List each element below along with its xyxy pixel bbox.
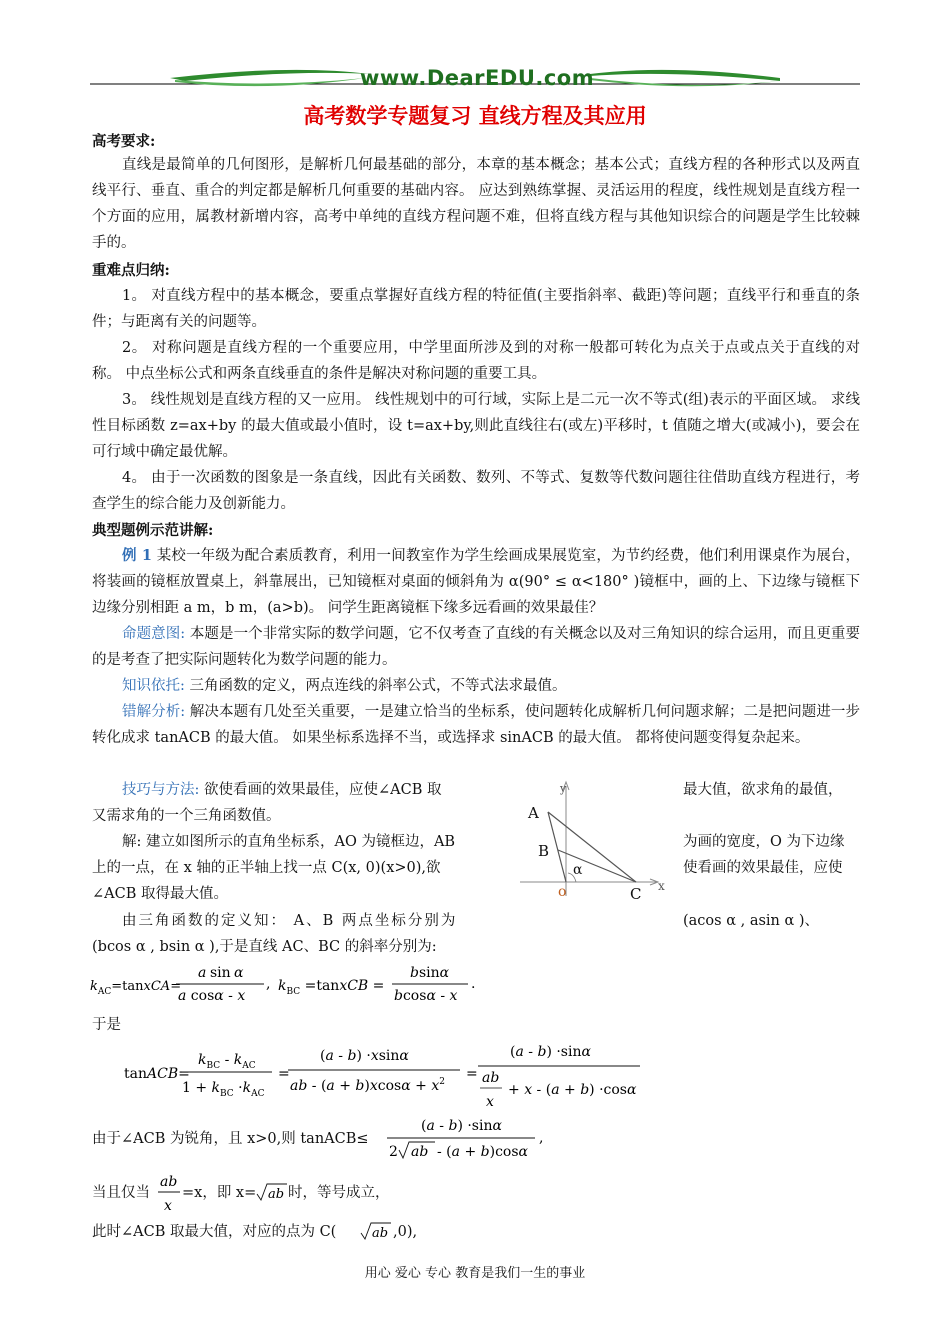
error-analysis-text: 解决本题有几处至关重要，一是建立恰当的坐标系，使问题转化成解析几何问题求解；二是把问题进一步转化成求 tanACB 的最大值。 如果坐标系选择不当，或选择求 sinACB 的最大值。 都将使问题变得复杂起来。 <box>92 704 861 746</box>
svg-text:x: x <box>486 1094 494 1110</box>
page-title: 高考数学专题复习 直线方程及其应用 <box>303 103 647 128</box>
intent-text: 本题是一个非常实际的数学问题，它不仅考查了直线的有关概念以及对三角知识的综合运用，而且更重要的是考查了把实际问题转化为数学问题的能力。 <box>92 626 861 668</box>
figure-point-a: A <box>528 804 539 822</box>
trig-line-left: 由三角函数的定义知： A、B 两点坐标分别为 <box>122 913 458 929</box>
svg-text:=: = <box>278 1066 290 1082</box>
sqrt-ab-2 <box>359 1219 393 1243</box>
svg-text:ab: ab <box>482 1070 500 1086</box>
svg-text:ab: ab <box>372 1226 389 1241</box>
example-1-text: 某校一年级为配合素质教育，利用一间教室作为学生绘画成果展览室，为节约经费，他们利用课桌作为展台，将装画的镜框放置桌上，斜靠展出，已知镜框对桌面的倾斜角为 α(90° ≤ α<180° )镜框中，画的上、下边缘与镜框下边缘分别相距 a m，b m，(a>b)。 问学生距离镜框下缘多远看画的效果最佳？ <box>92 548 860 616</box>
svg-text:sin: sin <box>210 965 231 981</box>
key-point-1: 1。 对直线方程中的基本概念，要重点掌握好直线方程的特征值(主要指斜率、截距)等问题；直线平行和垂直的条件；与距离有关的问题等。 <box>92 288 860 330</box>
sqrt-ab-1 <box>255 1180 289 1204</box>
key-point-2: 2。 对称问题是直线方程的一个重要应用，中学里面所涉及到的对称一般都可转化为点关于点或点关于直线的对称。 中点坐标公式和两条直线垂直的条件是解决对称问题的重要工具。 <box>92 340 860 382</box>
svg-text:=: = <box>466 1066 478 1082</box>
page-footer: 用心 爱心 专心 教育是我们一生的事业 <box>364 1266 586 1281</box>
svg-text:kBC =tanxCB =: $k_{BC}$ =tanxCB = <box>278 978 385 997</box>
skill-label: 技巧与方法: <box>122 782 200 798</box>
equality-text-a: 当且仅当 <box>92 1185 150 1201</box>
figure-x-label: x <box>658 879 665 893</box>
skill-text-left: 欲使看画的效果最佳，应使∠ACB 取 <box>204 782 442 798</box>
since-acute-text: 由于∠ACB 为锐角，且 x>0,则 tanACB≤ <box>92 1131 369 1147</box>
figure-point-b: B <box>538 842 550 860</box>
trig-line-right: (acos α , asin α )、 <box>683 913 820 929</box>
section-heading-requirements: 高考要求: <box>92 133 156 150</box>
svg-text:ab: ab <box>268 1187 285 1202</box>
section-heading-key-points: 重难点归纳: <box>92 262 170 279</box>
error-analysis-label: 错解分析: <box>122 704 186 720</box>
example-1-label: 例 1 <box>122 547 152 564</box>
basis-text: 三角函数的定义，两点连线的斜率公式，不等式法求最值。 <box>189 678 567 694</box>
svg-text:ab: ab <box>411 1144 429 1160</box>
svg-text:a: a <box>198 965 207 981</box>
site-logo-text: www.DearEDU.com <box>360 66 595 90</box>
skill-text-right: 最大值，欲求角的最值， <box>683 782 843 798</box>
requirements-paragraph: 直线是最简单的几何图形，是解析几何最基础的部分，本章的基本概念；基本公式；直线方程的各种形式以及两直线平行、垂直、重合的判定都是解析几何重要的基础内容。 应达到熟练掌握、灵活运用的程度，线性规划是直线方程一个方面的应用，属教材新增内容，高考中单纯的直线方程问题不难，但将直线方程与其他知识综合的问题是学生比较棘手的。 <box>92 157 860 251</box>
svg-text:kBC - kAC: $k_{BC} - k_{AC}$ <box>198 1052 256 1071</box>
inequality-bound-formula <box>385 1114 555 1164</box>
key-point-4: 4。 由于一次函数的图象是一条直线，因此有关函数、数列、不等式、复数等代数问题往往借助直线方程进行，考查学生的综合能力及创新能力。 <box>92 470 860 512</box>
svg-text:ab: ab <box>160 1174 178 1190</box>
solution-line-2-right: 使看画的效果最佳，应使 <box>683 860 843 876</box>
figure-y-label: y <box>560 782 567 795</box>
svg-text:(a - b) ·xsinα: (a - b) ·xsinα <box>320 1048 409 1064</box>
tan-acb-formula <box>120 1036 650 1116</box>
equality-text-b: =x，即 x= <box>182 1185 257 1201</box>
svg-text:kAC=tanxCA=: $k_{AC}=tanxCA=$ <box>90 979 182 997</box>
basis-paragraph <box>92 673 860 699</box>
section-heading-examples: 典型题例示范讲解: <box>92 522 214 539</box>
slope-formula <box>88 960 508 1010</box>
svg-text:- (a + b)cosα: - (a + b)cosα <box>437 1144 529 1160</box>
svg-text:,: , <box>266 976 271 992</box>
svg-text:bsinα: bsinα <box>410 965 450 981</box>
final-text-b: ,0), <box>393 1224 418 1240</box>
figure-point-o: o <box>558 884 567 900</box>
svg-text:α: α <box>234 965 244 981</box>
basis-label: 知识依托: <box>122 678 185 694</box>
intent-paragraph <box>92 621 860 673</box>
solution-line-2-left: 上的一点，在 x 轴的正半轴上找一点 C(x, 0)(x>0),欲 <box>92 860 441 876</box>
svg-text:ab - (a + b)xcosα + x2: ab - $(a + b)xcos\alpha + x^2$ <box>290 1077 445 1094</box>
svg-text:1 + kBC ·kAC: $1 + k_{BC} \cdot k_{AC}$ <box>182 1080 265 1099</box>
solution-line-1-right: 为画的宽度，O 为下边缘 <box>683 834 845 850</box>
svg-text:bcosα - x: bcosα - x <box>394 988 458 1004</box>
figure-alpha-label: α <box>573 862 583 878</box>
figure-point-c: C <box>630 885 642 902</box>
svg-text:.: . <box>471 976 476 992</box>
intent-label: 命题意图: <box>122 626 186 642</box>
svg-text:(a - b) ·sinα: (a - b) ·sinα <box>510 1044 591 1060</box>
svg-text:tanACB=: tanACB= <box>124 1066 190 1082</box>
skill-line-1-left <box>122 777 441 803</box>
solution-line-3: ∠ACB 取得最大值。 <box>92 886 228 902</box>
svg-text:x: x <box>164 1198 172 1214</box>
svg-text:+ x - (a + b) ·cosα: + x - (a + b) ·cosα <box>508 1082 637 1098</box>
ab-over-x-fraction <box>156 1170 182 1216</box>
skill-text-line2: 又需求角的一个三角函数值。 <box>92 808 281 824</box>
equality-text-c: 时，等号成立， <box>288 1185 390 1201</box>
svg-text:(a - b) ·sinα: (a - b) ·sinα <box>421 1118 502 1134</box>
solution-line-1-left: 解: 建立如图所示的直角坐标系，AO 为镜框边，AB <box>122 834 456 850</box>
svg-text:2: 2 <box>389 1144 398 1160</box>
error-analysis-paragraph <box>92 699 860 751</box>
svg-text:,: , <box>539 1130 544 1146</box>
therefore-text: 于是 <box>92 1017 121 1033</box>
svg-text:a cosα - x: a cosα - x <box>178 988 246 1004</box>
key-point-3: 3。 线性规划是直线方程的又一应用。 线性规划中的可行域，实际上是二元一次不等式(组)表示的平面区域。 求线性目标函数 z=ax+by 的最大值或最小值时，设 t=ax+by,则此直线往右(或左)平移时，t 值随之增大(或减小)，要会在可行域中确定最优解。 <box>92 392 860 460</box>
final-text-a: 此时∠ACB 取最大值，对应的点为 C( <box>92 1224 337 1240</box>
coordinate-figure <box>518 778 668 902</box>
example-1 <box>92 543 860 621</box>
trig-line-2: (bcos α , bsin α ),于是直线 AC、BC 的斜率分别为: <box>92 939 437 955</box>
